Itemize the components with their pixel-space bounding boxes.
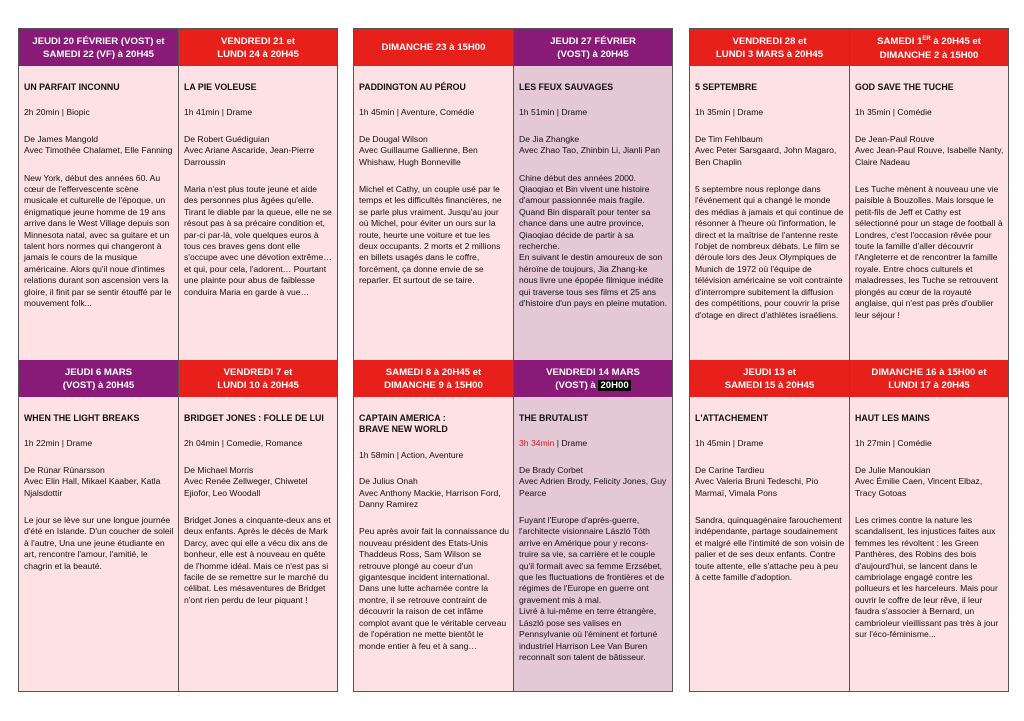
film-credits: De Robert Guédiguian Avec Ariane Ascaride, Jean-Pierre Darroussin (184, 133, 315, 167)
highlighted-time: 20H00 (600, 379, 629, 391)
film-card (513, 360, 672, 691)
film-credits: De Brady Corbet Avec Adrien Brody, Felicity Jones, Guy Pearce (519, 464, 667, 498)
film-title: GOD SAVE THE TUCHE (855, 82, 954, 92)
schedule-header: VENDREDI 28 et LUNDI 3 MARS à 20H45 (690, 29, 849, 66)
row-top (690, 29, 1008, 360)
film-synopsis: Les Tuche mènent à nouveau une vie paisible à Bouzolles. Mais lorsque le petit-fils de Jeff et Cathy est sélectionné pour un stage de football à Londres, c'est l'occasion rêvée pour toute la famille d'aller découvrir l'Angleterre et de rencontrer la famille royale. Entre chocs culturels et maladresses, les Tuche se retrouvent plongés au cœur de la royauté anglaise, qui n'est pas près d'oublier leur séjour ! (855, 184, 1003, 320)
film-synopsis: New York, début des années 60. Au cœur de l'effervescente scène musicale et culturelle de l'époque, un énigmatique jeune homme de 19 ans arrive dans le West Village depuis son Minnesota natal, avec sa guitare et un talent hors normes qui changeront à jamais le cours de la musique américaine. Alors qu'il noue d'intimes relations durant son ascension vers la gloire, il finit par se sentir étouffé par le mouvement folk... (24, 172, 172, 309)
film-duration: 3h 34min | Drame (519, 438, 588, 449)
schedule-header: SAMEDI 8 à 20H45 et DIMANCHE 9 à 15H00 (354, 360, 513, 397)
row-bottom (19, 360, 337, 691)
film-card (178, 360, 337, 691)
row-bottom (690, 360, 1008, 691)
panel-center (353, 28, 673, 692)
schedule-header: SAMEDI 1ER à 20H45 et DIMANCHE 2 à 15H00 (850, 29, 1008, 66)
film-credits: De Julius Onah Avec Anthony Mackie, Harrison Ford, Danny Ramirez (359, 476, 501, 510)
film-title: 5 SEPTEMBRE (695, 82, 758, 92)
film-credits: De Carine Tardieu Avec Valeria Bruni Tedeschi, Pio Marmaï, Vimala Pons (695, 464, 819, 498)
film-duration: 1h 27min | Comédie (855, 438, 932, 449)
film-card (849, 29, 1008, 360)
panel-left (18, 28, 338, 692)
film-title: L'ATTACHEMENT (695, 413, 769, 423)
film-synopsis: Le jour se lève sur une longue journée d'été en Islande. D'un coucher de soleil à l'autre, Una une jeune étudiante en art, rencontre l'amour, l'amitié, le chagrin et la beauté. (24, 515, 174, 571)
film-duration: 1h 51min | Drame (519, 107, 588, 118)
schedule-header: JEUDI 13 et SAMEDI 15 à 20H45 (690, 360, 849, 397)
film-credits: De Tim Fehlbaum Avec Peter Sarsgaard, John Magaro, Ben Chaplin (695, 133, 837, 167)
schedule-header: VENDREDI 21 et LUNDI 24 à 20H45 (179, 29, 337, 66)
film-duration: 1h 41min | Drame (184, 107, 253, 118)
film-duration: 2h 20min | Biopic (24, 107, 90, 118)
schedule-header: DIMANCHE 23 à 15H00 (354, 29, 513, 66)
film-card (690, 29, 849, 360)
film-title: LES FEUX SAUVAGES (519, 82, 614, 92)
film-card (19, 360, 178, 691)
film-card (513, 29, 672, 360)
film-duration: 1h 45min | Aventure, Comédie (359, 107, 475, 118)
row-bottom (354, 360, 672, 691)
film-credits: De Julie Manoukian Avec Émilie Caen, Vincent Elbaz, Tracy Gotoas (855, 464, 983, 498)
film-title: PADDINGTON AU PÉROU (359, 82, 466, 92)
row-top (19, 29, 337, 360)
film-synopsis: Peu après avoir fait la connaissance du nouveau président des Etats-Unis Thaddeus Ross, Sam Wilson se retrouve plongé au coeur d'un gigantesque incident international. Dans une lutte acharnée contre la montre, il se retrouve contraint de découvrir la raison de cet infâme complot avant que le véritable cerveau de l'opération ne mette bientôt le monde entier à feu et à sang… (359, 526, 510, 651)
row-top (354, 29, 672, 360)
film-card (849, 360, 1008, 691)
film-duration: 1h 35min | Comédie (855, 107, 932, 118)
film-duration: 1h 58min | Action, Aventure (359, 449, 464, 460)
film-card (178, 29, 337, 360)
film-credits: De Dougal Wilson Avec Guillaume Gallienne, Ben Whishaw, Hugh Bonneville (359, 133, 478, 167)
film-synopsis: Bridget Jones a cinquante-deux ans et deux enfants. Après le décès de Mark Darcy, avec qui elle a vécu dix ans de bonheur, elle est à nouveau en quête de l'homme idéal. Mais ce n'est pas si facile de se remettre sur le marché du célibat. Les mésaventures de Bridget n'ont rien perdu de leur piquant ! (184, 515, 331, 605)
schedule-header: JEUDI 20 FÉVRIER (VOST) et SAMEDI 22 (VF) à 20H45 (19, 29, 178, 66)
film-title: HAUT LES MAINS (855, 413, 930, 423)
film-synopsis: Michel et Cathy, un couple usé par le temps et les difficultés financières, ne se parle plus vraiment. Jusqu'au jour où Michel, pour éviter un ours sur la route, heurte une voiture et tue les deux occupants. 2 morts et 2 millions en billets usagés dans le coffre, forcément, ça donne envie de se reparler. Et surtout de se taire. (359, 184, 502, 286)
film-title: LA PIE VOLEUSE (184, 82, 257, 92)
film-card (690, 360, 849, 691)
film-title: THE BRUTALIST (519, 413, 589, 423)
film-duration: 2h 04min | Comedie, Romance (184, 438, 303, 449)
film-synopsis: Les crimes contre la nature les scandalisent, les injustices faites aux femmes les révoltent : les Green Panthères, des Robins des bois d'aujourd'hui, se lancent dans le cambriolage engagé contre les pollueurs et les harceleurs. Mais pour ouvrir le coffre de leur rêve, il leur faudra s'associer à Bernard, un cambrioleur vieillissant pas très à jour sur l'éco-féminisme... (855, 515, 999, 640)
film-synopsis: 5 septembre nous replonge dans l'événement qui a changé le monde des médias à jamais et qui continue de résonner à l'heure où l'information, le direct et la maîtrise de l'antenne reste l'objet de nombreux débats. Le film se déroule lors des Jeux Olympiques de Munich de 1972 où l'équipe de télévision américaine se voit contrainte d'interrompre subitement la diffusion des compétitions, pour couvrir la prise d'otage en direct d'athlètes israéliens. (695, 184, 844, 320)
film-synopsis: Chine début des années 2000. Qiaoqiao et Bin vivent une histoire d'amour passionnée mais fragile. Quand Bin disparaît pour tenter sa chance dans une autre province, Qiaoqiao décide de partir à sa recherche. En suivant le destin amoureux de son héroïne de toujours, Jia Zhang-ke nous livre une épopée filmique inédite qui traverse tous ses films et 25 ans d'histoire d'un pays en pleine mutation. (519, 172, 668, 309)
film-synopsis: Fuyant l'Europe d'après-guerre, l'architecte visionnaire László Tóth arrive en Amérique pour y recons-truire sa vie, sa carrière et le couple qu'il formait avec sa femme Erzsébet, que les fluctuations de frontières et de régimes de l'Europe en guerre ont gravement mis à mal. Livré à lui-même en terre étrangère, László pose ses valises en Pennsylvanie où l'éminent et fortuné industriel Harrison Lee Van Buren reconnaît son talent de bâtisseur. (519, 515, 665, 662)
film-duration: 1h 22min | Drame (24, 438, 93, 449)
film-card (19, 29, 178, 360)
schedule-header: DIMANCHE 16 à 15H00 et LUNDI 17 à 20H45 (850, 360, 1008, 397)
film-duration: 1h 45min | Drame (695, 438, 764, 449)
film-synopsis: Sandra, quinquagénaire farouchement indépendante, partage soudainement et malgré elle l'intimité de son voisin de palier et de ses deux enfants. Contre toute attente, elle s'attache peu à peu à cette famille d'adoption. (695, 515, 845, 583)
film-credits: De Jean-Paul Rouve Avec Jean-Paul Rouve, Isabelle Nanty, Claire Nadeau (855, 133, 1004, 167)
schedule-header: JEUDI 6 MARS (VOST) à 20H45 (19, 360, 178, 397)
film-title: UN PARFAIT INCONNU (24, 82, 120, 92)
film-card (354, 29, 513, 360)
film-credits: De James Mangold Avec Timothée Chalamet, Elle Fanning (24, 133, 173, 156)
schedule-header: VENDREDI 14 MARS (VOST) à 20H00 (514, 360, 672, 397)
film-title: BRIDGET JONES : FOLLE DE LUI (184, 413, 324, 423)
film-card (354, 360, 513, 691)
schedule-header: VENDREDI 7 et LUNDI 10 à 20H45 (179, 360, 337, 397)
film-title: CAPTAIN AMERICA : BRAVE NEW WORLD (359, 413, 448, 435)
film-synopsis: Maria n'est plus toute jeune et aide des personnes plus âgées qu'elle. Tirant le diable par la queue, elle ne se résout pas à sa précaire condition et, par-ci par-là, vole quelques euros à tous ces braves gens dont elle s'occupe avec une dévotion extrême… et qui, pour cela, l'adorent… Pourtant une plainte pour abus de faiblesse conduira Maria en garde à vue… (184, 184, 332, 297)
film-credits: De Michael Morris Avec Renée Zellweger, Chiwetel Ejiofor, Leo Woodall (184, 464, 308, 498)
film-credits: De Rúnar Rúnarsson Avec Elin Hall, Mikael Kaaber, Katla Njalsdottir (24, 464, 161, 498)
film-duration: 1h 35min | Drame (695, 107, 764, 118)
film-title: WHEN THE LIGHT BREAKS (24, 413, 140, 423)
film-credits: De Jia Zhangke Avec Zhao Tao, Zhinbin Li, Jianli Pan (519, 133, 661, 156)
panel-right (689, 28, 1009, 692)
schedule-header: JEUDI 27 FÉVRIER (VOST) à 20H45 (514, 29, 672, 66)
